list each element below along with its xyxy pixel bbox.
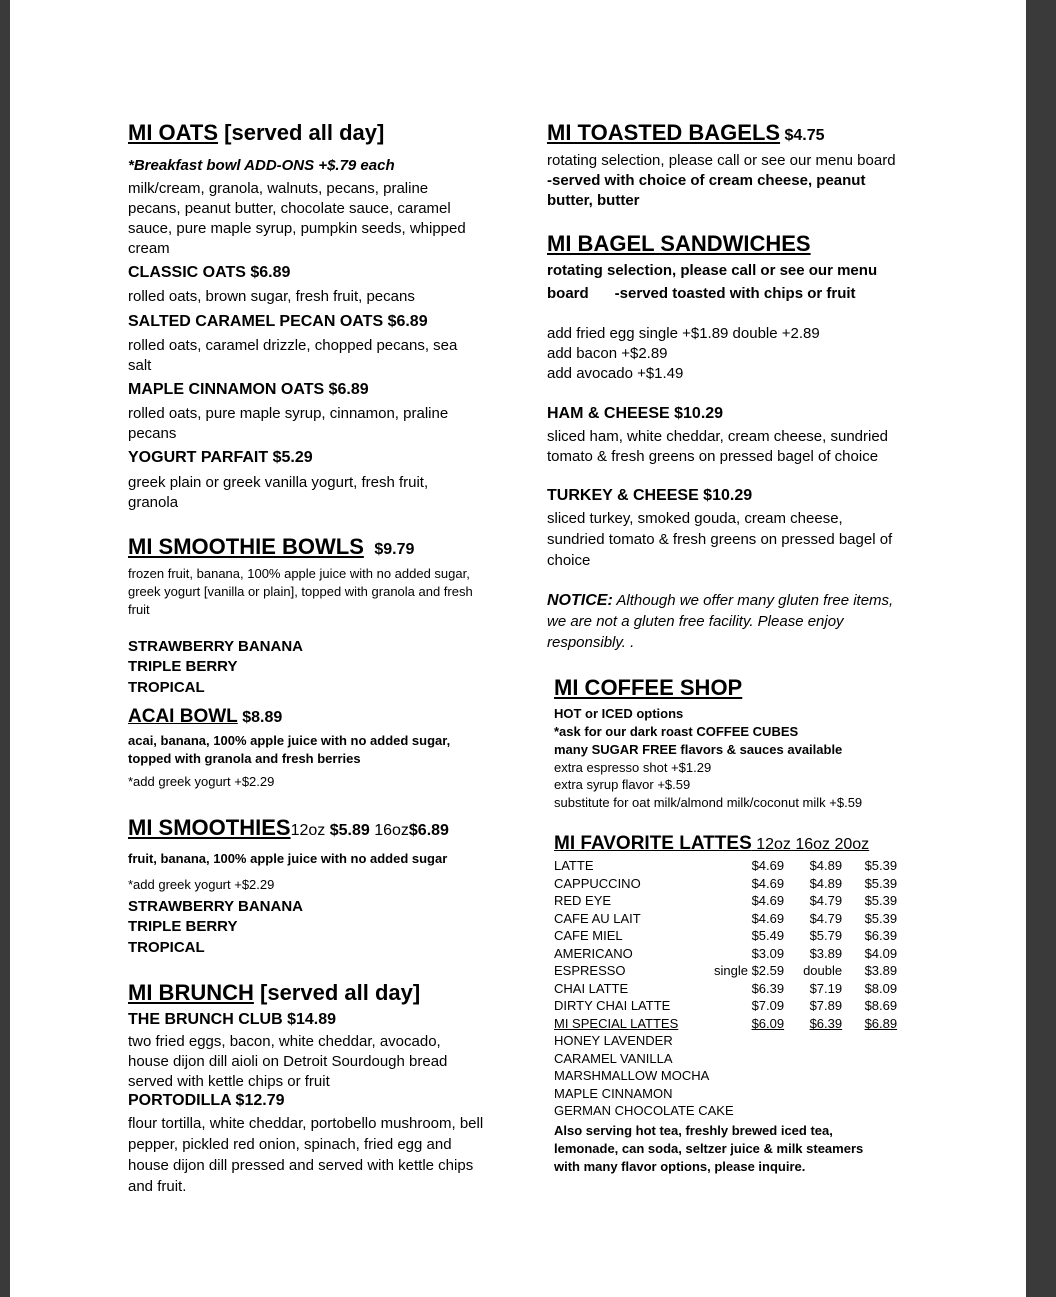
special-latte-row xyxy=(554,1050,897,1068)
latte-price-20oz: $4.09 xyxy=(864,945,898,961)
special-latte-row xyxy=(554,1102,897,1120)
acai-desc: acai, banana, 100% apple juice with no added sugar, topped with granola and fresh berries xyxy=(128,733,451,766)
smoothie-bowl-flavor: STRAWBERRY BANANA xyxy=(128,638,304,655)
coffee-line: extra espresso shot +$1.29 xyxy=(554,760,712,775)
latte-row xyxy=(554,962,897,980)
lattes-title: MI FAVORITE LATTES xyxy=(554,833,752,854)
latte-row xyxy=(554,875,897,893)
bagels-line-2: -served with choice of cream cheese, peanut butter, butter xyxy=(547,172,866,209)
latte-price-16oz: $5.79 xyxy=(809,928,843,943)
brunch-item-desc: flour tortilla, white cheddar, portobello mushroom, bell pepper, pickled red onion, spinach, fried egg and house dijon dill pressed and served with kettle chips and fruit. xyxy=(128,1115,484,1195)
oats-item-name: MAPLE CINNAMON OATS $6.89 xyxy=(128,381,369,398)
bagels-heading xyxy=(547,120,825,146)
coffee-bold-line: HOT or ICED options xyxy=(554,706,684,721)
latte-name: MI SPECIAL LATTES xyxy=(554,1015,679,1031)
oats-title-suffix: [served all day] xyxy=(218,120,385,145)
smoothie-bowls-title: MI SMOOTHIE BOWLS xyxy=(128,534,364,559)
latte-price-16oz: $4.79 xyxy=(809,893,843,908)
lattes-table-wrap xyxy=(554,857,897,1120)
latte-price-16oz: $3.89 xyxy=(809,945,843,961)
latte-name: LATTE xyxy=(554,858,594,873)
bagel-sandwiches-line-1: rotating selection, please call or see our menu xyxy=(547,262,878,279)
oats-title: MI OATS xyxy=(128,120,219,145)
latte-price-20oz: $8.09 xyxy=(864,980,898,996)
special-latte-row xyxy=(554,1085,897,1103)
latte-price-20oz: $3.89 xyxy=(864,963,898,978)
oats-item-name: YOGURT PARFAIT $5.29 xyxy=(128,449,313,466)
latte-row xyxy=(554,892,897,910)
special-latte-row xyxy=(554,1067,897,1085)
latte-row xyxy=(554,1015,897,1033)
bagels-line-1: rotating selection, please call or see our menu board xyxy=(547,152,896,169)
bagel-sandwiches-title: MI BAGEL SANDWICHES xyxy=(547,231,811,256)
oats-addons-text: milk/cream, granola, walnuts, pecans, praline pecans, peanut butter, chocolate sauce, caramel sauce, pure maple syrup, pumpkin seeds, whipped cream xyxy=(128,180,466,257)
notice-label: NOTICE: xyxy=(547,592,613,609)
smoothie-bowls-desc: frozen fruit, banana, 100% apple juice with no added sugar, greek yogurt [vanilla or plain], topped with granola and fresh fruit xyxy=(128,566,473,617)
bagels-title: MI TOASTED BAGELS xyxy=(547,120,781,145)
latte-price-12oz: $6.09 xyxy=(751,1015,785,1031)
bagel-addon: add fried egg single +$1.89 double +2.89 xyxy=(547,325,820,342)
bagel-sandwiches-line-2b: -served toasted with chips or fruit xyxy=(614,285,856,302)
smoothie-bowl-flavor: TRIPLE BERRY xyxy=(128,658,238,675)
latte-price-20oz: $6.39 xyxy=(864,928,898,943)
latte-price-12oz: $4.69 xyxy=(751,875,785,891)
smoothies-title: MI SMOOTHIES xyxy=(128,815,291,840)
latte-name: DIRTY CHAI LATTE xyxy=(554,998,671,1013)
brunch-item-name: PORTODILLA $12.79 xyxy=(128,1092,285,1109)
latte-row xyxy=(554,997,897,1015)
latte-row xyxy=(554,927,897,945)
latte-price-12oz: $5.49 xyxy=(751,928,785,943)
coffee-line: extra syrup flavor +$.59 xyxy=(554,777,691,792)
coffee-bold-line: many SUGAR FREE flavors & sauces available xyxy=(554,742,843,757)
oats-item-desc: rolled oats, brown sugar, fresh fruit, pecans xyxy=(128,288,415,305)
lattes-heading xyxy=(554,833,869,855)
special-latte: MAPLE CINNAMON xyxy=(554,1085,673,1101)
lattes-table xyxy=(554,857,897,1120)
latte-price-12oz: $6.39 xyxy=(751,980,785,996)
smoothies-heading xyxy=(128,815,449,841)
coffee-line: substitute for oat milk/almond milk/coconut milk +$.59 xyxy=(554,795,863,810)
brunch-item-name: THE BRUNCH CLUB $14.89 xyxy=(128,1011,337,1028)
special-latte-row xyxy=(554,1032,897,1050)
latte-price-12oz: $4.69 xyxy=(751,910,785,926)
latte-row xyxy=(554,857,897,875)
special-latte: CARAMEL VANILLA xyxy=(554,1050,673,1066)
latte-price-16oz: $7.19 xyxy=(809,980,843,996)
bagel-addon: add bacon +$2.89 xyxy=(547,345,668,362)
latte-row xyxy=(554,945,897,963)
lattes-footer: Also serving hot tea, freshly brewed iced tea, lemonade, can soda, seltzer juice & milk steamers with many flavor options, please inquire. xyxy=(554,1123,864,1174)
special-latte: HONEY LAVENDER xyxy=(554,1033,673,1048)
oats-item-name: SALTED CARAMEL PECAN OATS $6.89 xyxy=(128,313,428,330)
brunch-heading xyxy=(128,980,420,1006)
latte-price-16oz: $4.89 xyxy=(809,858,843,873)
oats-item-desc: greek plain or greek vanilla yogurt, fresh fruit, granola xyxy=(128,474,429,511)
acai-addon: *add greek yogurt +$2.29 xyxy=(128,774,275,789)
notice xyxy=(547,590,902,653)
smoothies-size-1: 12oz xyxy=(290,822,326,839)
sandwich-item-name: TURKEY & CHEESE $10.29 xyxy=(547,487,753,504)
latte-price-16oz: double xyxy=(803,963,843,978)
bagel-sandwiches-line-2 xyxy=(547,285,856,302)
latte-price-16oz: $7.89 xyxy=(809,998,843,1013)
brunch-item-desc: two fried eggs, bacon, white cheddar, avocado, house dijon dill aioli on Detroit Sourdough bread served with kettle chips or fruit xyxy=(128,1033,448,1090)
latte-name: CAPPUCCINO xyxy=(554,875,641,891)
latte-price-20oz: $6.89 xyxy=(864,1015,898,1031)
smoothies-size-2: 16oz xyxy=(374,822,409,839)
latte-price-16oz: $4.89 xyxy=(809,875,843,891)
notice-text: Although we offer many gluten free items, we are not a gluten free facility. Please enjoy responsibly. . xyxy=(547,592,894,651)
bagels-price: $4.75 xyxy=(780,127,825,144)
oats-item-desc: rolled oats, caramel drizzle, chopped pecans, sea salt xyxy=(128,337,458,374)
smoothie-flavor: TROPICAL xyxy=(128,939,205,956)
smoothies-price-1: $5.89 xyxy=(325,822,375,839)
latte-name: CAFE AU LAIT xyxy=(554,910,641,926)
bagel-sandwiches-line-2a: board xyxy=(547,285,589,302)
latte-row xyxy=(554,980,897,998)
brunch-title-suffix: [served all day] xyxy=(253,980,421,1005)
special-latte: MARSHMALLOW MOCHA xyxy=(554,1068,710,1083)
oats-addons-heading: *Breakfast bowl ADD-ONS +$.79 each xyxy=(128,157,395,174)
sandwich-item-desc: sliced ham, white cheddar, cream cheese, sundried tomato & fresh greens on pressed bagel of choice xyxy=(547,428,889,465)
latte-name: ESPRESSO xyxy=(554,963,626,978)
brunch-title: MI BRUNCH xyxy=(128,980,254,1005)
acai-title: ACAI BOWL xyxy=(128,706,238,727)
latte-price-16oz: $6.39 xyxy=(809,1015,843,1031)
latte-price-12oz: $4.69 xyxy=(751,858,785,873)
sandwich-item-name: HAM & CHEESE $10.29 xyxy=(547,405,724,422)
latte-price-20oz: $5.39 xyxy=(864,893,898,908)
latte-row xyxy=(554,910,897,928)
oats-item-name: CLASSIC OATS $6.89 xyxy=(128,264,291,281)
latte-price-20oz: $5.39 xyxy=(864,858,898,873)
smoothie-flavor: TRIPLE BERRY xyxy=(128,918,238,935)
lattes-sizes: 12oz 16oz 20oz xyxy=(751,836,870,853)
smoothie-bowls-price: $9.79 xyxy=(374,541,415,558)
latte-price-12oz: single $2.59 xyxy=(714,963,785,978)
latte-name: CHAI LATTE xyxy=(554,980,629,996)
latte-price-12oz: $7.09 xyxy=(751,998,785,1013)
coffee-bold-line: *ask for our dark roast COFFEE CUBES xyxy=(554,724,799,739)
bagel-addon: add avocado +$1.49 xyxy=(547,365,684,382)
smoothie-bowl-flavor: TROPICAL xyxy=(128,679,205,696)
latte-name: CAFE MIEL xyxy=(554,928,623,943)
latte-price-20oz: $5.39 xyxy=(864,875,898,891)
latte-price-12oz: $3.09 xyxy=(751,945,785,961)
menu-page xyxy=(10,0,1026,1297)
latte-price-20oz: $8.69 xyxy=(864,998,898,1013)
oats-item-desc: rolled oats, pure maple syrup, cinnamon, praline pecans xyxy=(128,405,449,442)
latte-name: AMERICANO xyxy=(554,945,633,961)
smoothie-flavor: STRAWBERRY BANANA xyxy=(128,898,304,915)
sandwich-item-desc: sliced turkey, smoked gouda, cream cheese, sundried tomato & fresh greens on pressed bagel of choice xyxy=(547,510,893,569)
special-latte: GERMAN CHOCOLATE CAKE xyxy=(554,1103,734,1118)
latte-price-12oz: $4.69 xyxy=(751,893,785,908)
latte-price-20oz: $5.39 xyxy=(864,910,898,926)
smoothies-desc: fruit, banana, 100% apple juice with no added sugar xyxy=(128,851,448,866)
latte-price-16oz: $4.79 xyxy=(809,910,843,926)
smoothie-bowls-heading xyxy=(128,534,414,560)
oats-heading xyxy=(128,120,384,146)
acai-price: $8.89 xyxy=(237,709,283,726)
acai-heading xyxy=(128,706,282,728)
latte-name: RED EYE xyxy=(554,893,612,908)
coffee-title: MI COFFEE SHOP xyxy=(554,675,743,700)
smoothies-price-2: $6.89 xyxy=(408,822,449,839)
smoothies-addon: *add greek yogurt +$2.29 xyxy=(128,877,275,892)
